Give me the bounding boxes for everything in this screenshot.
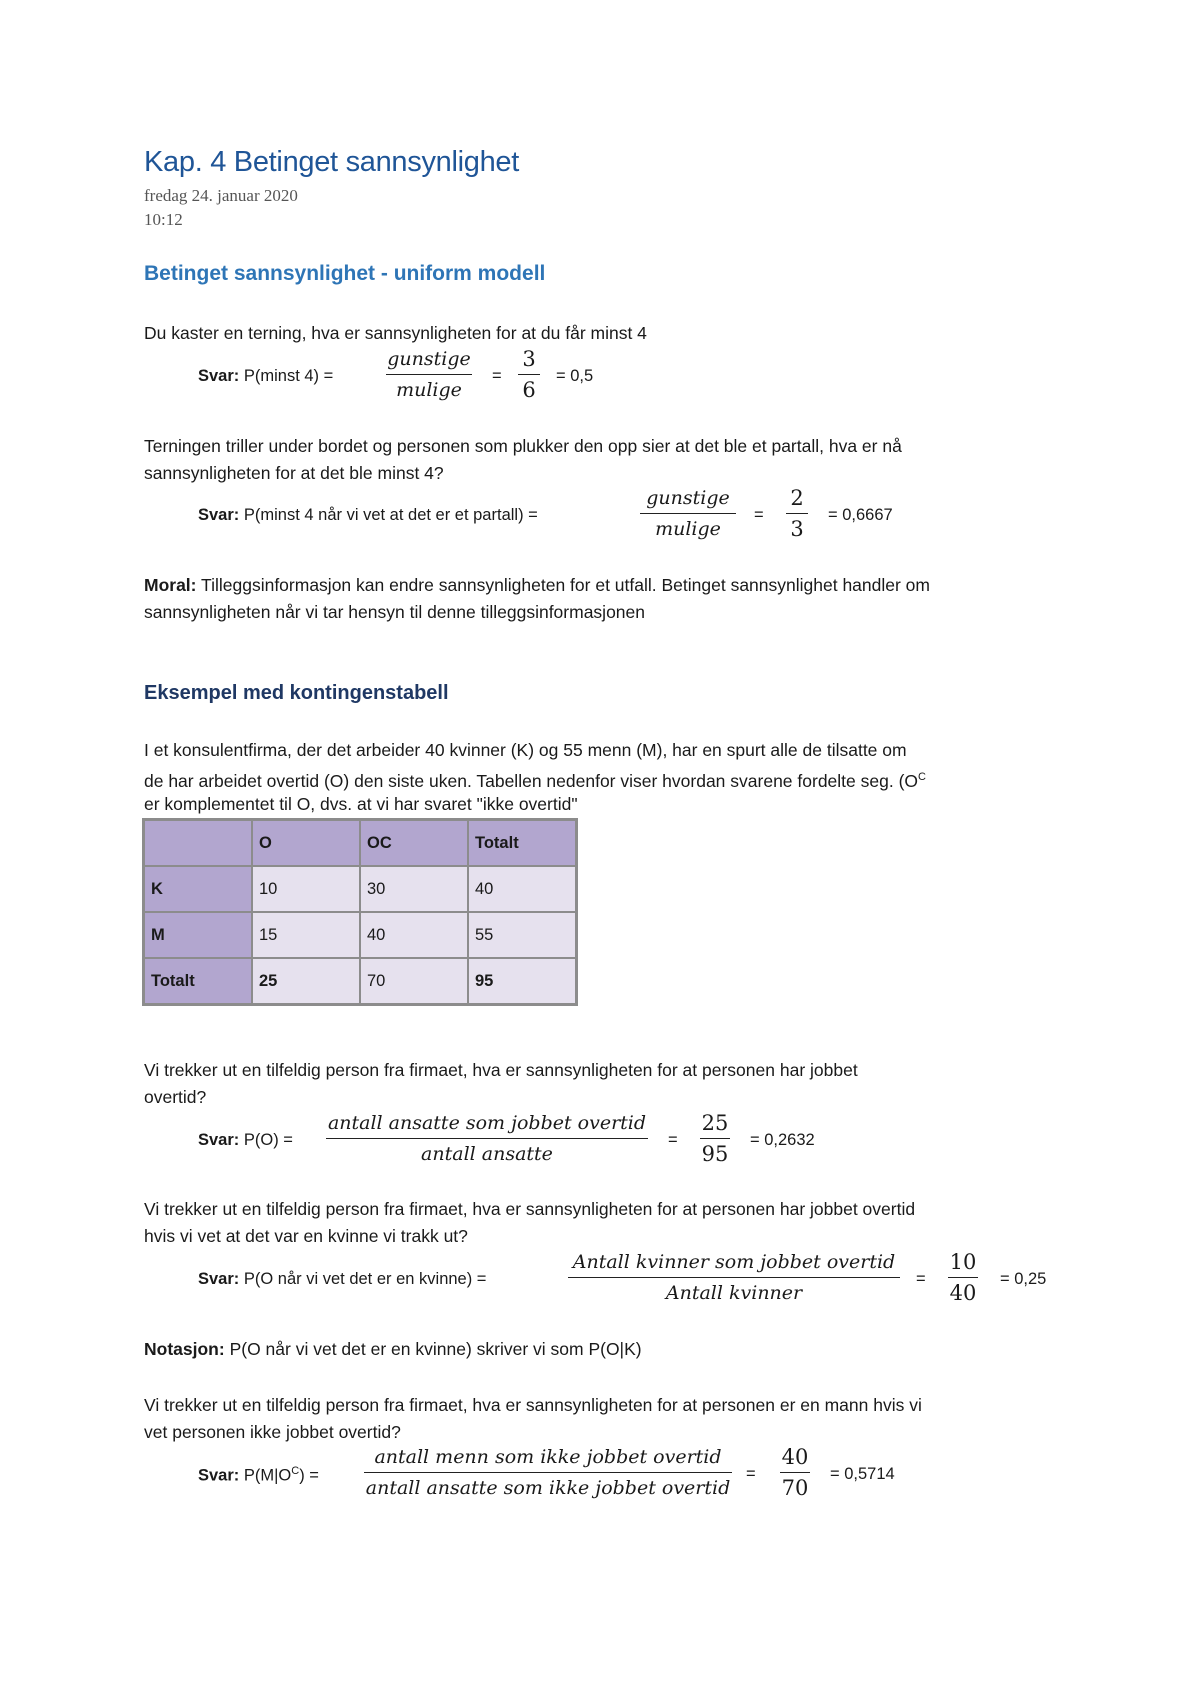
- notation-label: Notasjon:: [144, 1339, 225, 1359]
- answer-result: = 0,5714: [830, 1465, 895, 1483]
- table-row-header: Totalt: [144, 958, 252, 1004]
- answer-label: Svar:: [198, 506, 240, 524]
- table-cell: 70: [360, 958, 468, 1004]
- table-row: [144, 958, 576, 1004]
- intro-text: de har arbeidet overtid (O) den siste uken. Tabellen nedenfor viser hvordan svarene fordelte seg. (O: [144, 770, 919, 791]
- answer-expression: P(O) =: [243, 1131, 293, 1149]
- answer-result: = 0,6667: [828, 506, 893, 524]
- fraction-numerator: gunstige: [387, 348, 471, 370]
- answer-label: Svar:: [198, 1466, 240, 1485]
- answer-2: [198, 506, 538, 525]
- fraction-bar: [568, 1277, 900, 1278]
- moral-line-2: sannsynligheten når vi tar hensyn til denne tilleggsinformasjonen: [144, 602, 645, 622]
- equals-sign: =: [754, 506, 764, 524]
- answer-expression: P(O når vi vet det er en kvinne) =: [243, 1270, 487, 1288]
- fraction-4a: [568, 1248, 900, 1307]
- answer-label: Svar:: [198, 1131, 240, 1149]
- complement-superscript: C: [918, 771, 926, 783]
- answer-4: [198, 1270, 486, 1289]
- fraction-bar: [948, 1277, 978, 1278]
- table-row-header: M: [144, 912, 252, 958]
- table-cell: 30: [360, 866, 468, 912]
- fraction-1a: [386, 345, 472, 404]
- fraction-bar: [518, 374, 540, 375]
- table-cell: 40: [468, 866, 576, 912]
- fraction-3b: [700, 1109, 730, 1168]
- fraction-numerator: Antall kvinner som jobbet overtid: [572, 1251, 896, 1273]
- question-1: Du kaster en terning, hva er sannsynligheten for at du får minst 4: [144, 323, 647, 343]
- table-row-header: K: [144, 866, 252, 912]
- equals-sign: =: [492, 367, 502, 385]
- fraction-bar: [780, 1472, 810, 1473]
- table-header-row: [144, 820, 576, 866]
- intro-line-1: I et konsulentfirma, der det arbeider 40 kvinner (K) og 55 menn (M), har en spurt alle de tilsatte om: [144, 740, 907, 760]
- fraction-denominator: Antall kvinner: [665, 1282, 803, 1304]
- fraction-numerator: 25: [701, 1111, 729, 1135]
- table-cell: 15: [252, 912, 360, 958]
- table-header-cell: OC: [360, 820, 468, 866]
- question-4-line-1: Vi trekker ut en tilfeldig person fra firmaet, hva er sannsynligheten for at personen har jobbet overtid: [144, 1199, 916, 1219]
- page-date: fredag 24. januar 2020: [144, 186, 298, 205]
- table-header-cell: O: [252, 820, 360, 866]
- notation-text: P(O når vi vet det er en kvinne) skriver vi som P(O|K): [229, 1339, 642, 1359]
- answer-result: = 0,2632: [750, 1131, 815, 1149]
- question-2-line-1: Terningen triller under bordet og personen som plukker den opp sier at det ble et partall, hva er nå: [144, 436, 902, 456]
- fraction-5b: [780, 1443, 810, 1502]
- fraction-2a: [640, 484, 736, 543]
- fraction-numerator: gunstige: [646, 487, 730, 509]
- answer-expression: P(minst 4) =: [243, 367, 334, 385]
- table-cell: 10: [252, 866, 360, 912]
- equals-sign: =: [916, 1270, 926, 1288]
- answer-expression-end: ) =: [299, 1466, 319, 1485]
- fraction-denominator: 70: [781, 1476, 809, 1500]
- fraction-bar: [326, 1138, 648, 1139]
- intro-line-3: er komplementet til O, dvs. at vi har svaret "ikke overtid": [144, 794, 578, 814]
- answer-label: Svar:: [198, 367, 240, 385]
- page-title: Kap. 4 Betinget sannsynlighet: [144, 146, 520, 178]
- table-cell: 55: [468, 912, 576, 958]
- fraction-numerator: 3: [522, 347, 536, 371]
- table-header-cell: [144, 820, 252, 866]
- notation-line: [144, 1336, 642, 1363]
- answer-expression: P(M|O: [243, 1466, 292, 1485]
- equals-sign: =: [668, 1131, 678, 1149]
- question-5-line-1: Vi trekker ut en tilfeldig person fra firmaet, hva er sannsynligheten for at personen er en mann hvis vi: [144, 1395, 922, 1415]
- table-cell: 95: [468, 958, 576, 1004]
- contingency-table: [142, 818, 578, 1006]
- fraction-bar: [386, 374, 472, 375]
- table-row: [144, 912, 576, 958]
- fraction-numerator: antall menn som ikke jobbet overtid: [374, 1446, 722, 1468]
- section-heading-uniform: Betinget sannsynlighet - uniform modell: [144, 262, 546, 285]
- fraction-bar: [364, 1472, 732, 1473]
- fraction-2b: [786, 484, 808, 543]
- question-2-line-2: sannsynligheten for at det ble minst 4?: [144, 463, 444, 483]
- answer-5: [198, 1465, 319, 1486]
- question-4-line-2: hvis vi vet at det var en kvinne vi trakk ut?: [144, 1226, 468, 1246]
- question-3-line-2: overtid?: [144, 1087, 207, 1107]
- table-row: [144, 866, 576, 912]
- answer-result: = 0,5: [556, 367, 594, 385]
- fraction-denominator: antall ansatte: [421, 1143, 553, 1165]
- moral-text: Tilleggsinformasjon kan endre sannsynligheten for et utfall. Betinget sannsynlighet handler om: [201, 575, 930, 595]
- answer-label: Svar:: [198, 1270, 240, 1288]
- question-5-line-2: vet personen ikke jobbet overtid?: [144, 1422, 401, 1442]
- fraction-numerator: 10: [949, 1250, 977, 1274]
- answer-3: [198, 1131, 293, 1150]
- fraction-bar: [786, 513, 808, 514]
- fraction-denominator: mulige: [655, 518, 721, 540]
- fraction-denominator: 95: [701, 1142, 729, 1166]
- fraction-denominator: mulige: [396, 379, 462, 401]
- fraction-4b: [948, 1248, 978, 1307]
- fraction-denominator: 40: [949, 1281, 977, 1305]
- table-cell: 40: [360, 912, 468, 958]
- fraction-bar: [700, 1138, 730, 1139]
- fraction-5a: [364, 1443, 732, 1502]
- fraction-numerator: antall ansatte som jobbet overtid: [327, 1112, 647, 1134]
- fraction-numerator: 2: [790, 486, 804, 510]
- fraction-denominator: 3: [790, 517, 804, 541]
- fraction-1b: [518, 345, 540, 404]
- answer-result: = 0,25: [1000, 1270, 1047, 1288]
- complement-superscript: C: [291, 1465, 300, 1477]
- answer-expression: P(minst 4 når vi vet at det er et partall) =: [243, 506, 538, 524]
- page-time: 10:12: [144, 210, 183, 229]
- table-header-cell: Totalt: [468, 820, 576, 866]
- equals-sign: =: [746, 1465, 756, 1483]
- fraction-denominator: antall ansatte som ikke jobbet overtid: [365, 1477, 731, 1499]
- question-3-line-1: Vi trekker ut en tilfeldig person fra firmaet, hva er sannsynligheten for at personen har jobbet: [144, 1060, 858, 1080]
- moral-line-1: [144, 572, 930, 599]
- fraction-denominator: 6: [522, 378, 536, 402]
- fraction-3a: [326, 1109, 648, 1168]
- table-cell: 25: [252, 958, 360, 1004]
- fraction-bar: [640, 513, 736, 514]
- moral-label: Moral:: [144, 575, 197, 595]
- fraction-numerator: 40: [781, 1445, 809, 1469]
- answer-1: [198, 367, 333, 386]
- section-heading-contingency: Eksempel med kontingenstabell: [144, 682, 449, 704]
